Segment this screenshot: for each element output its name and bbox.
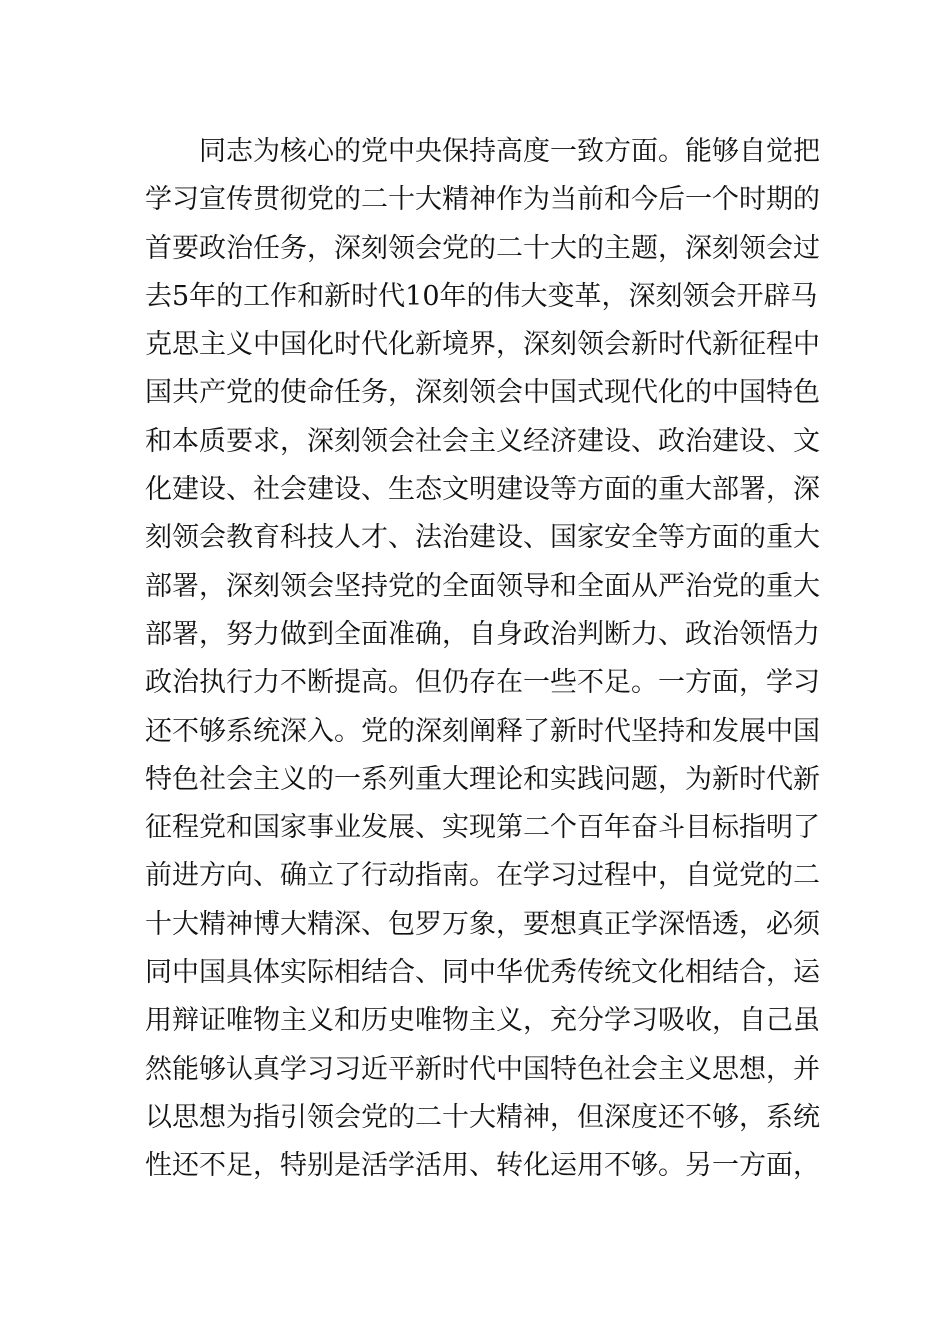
text-line-1: 同志为核心的党中央保持高度一致方面。能够自觉把 (199, 136, 820, 167)
text-line-3: 首要政治任务，深刻领会党的二十大的主题，深刻领会过 (145, 232, 820, 264)
text-line-9: 刻领会教育科技人才、法治建设、国家安全等方面的重大 (145, 522, 820, 554)
text-line-20: 然能够认真学习习近平新时代中国特色社会主义思想，并 (145, 1053, 820, 1085)
text-line-12: 政治执行力不断提高。但仍存在一些不足。一方面，学习 (145, 667, 820, 699)
text-line-17: 十大精神博大精深、包罗万象，要想真正学深悟透，必须 (145, 908, 820, 940)
text-line-5: 克思主义中国化时代化新境界，深刻领会新时代新征程中 (145, 329, 820, 361)
text-line-10: 部署，深刻领会坚持党的全面领导和全面从严治党的重大 (145, 570, 820, 602)
text-line-14: 特色社会主义的一系列重大理论和实践问题，为新时代新 (145, 763, 820, 795)
text-line-7: 和本质要求，深刻领会社会主义经济建设、政治建设、文 (145, 425, 820, 457)
text-line-22: 性还不足，特别是活学活用、转化运用不够。另一方面， (145, 1150, 820, 1182)
text-line-21: 以思想为指引领会党的二十大精神，但深度还不够，系统 (145, 1101, 820, 1133)
text-line-15: 征程党和国家事业发展、实现第二个百年奋斗目标指明了 (145, 812, 820, 844)
text-line-19: 用辩证唯物主义和历史唯物主义，充分学习吸收，自己虽 (145, 1005, 820, 1037)
text-line-8: 化建设、社会建设、生态文明建设等方面的重大部署，深 (145, 474, 820, 506)
text-line-18: 同中国具体实际相结合、同中华优秀传统文化相结合，运 (145, 957, 820, 989)
text-line-13: 还不够系统深入。党的深刻阐释了新时代坚持和发展中国 (145, 715, 820, 747)
text-line-2: 学习宣传贯彻党的二十大精神作为当前和今后一个时期的 (145, 184, 820, 216)
text-line-6: 国共产党的使命任务，深刻领会中国式现代化的中国特色 (145, 377, 820, 409)
text-line-11: 部署，努力做到全面准确，自身政治判断力、政治领悟力 (145, 618, 820, 650)
text-line-16: 前进方向、确立了行动指南。在学习过程中，自觉党的二 (145, 860, 820, 892)
text-line-4: 去5年的工作和新时代10年的伟大变革，深刻领会开辟马 (145, 280, 818, 312)
body-paragraph (145, 128, 820, 1191)
